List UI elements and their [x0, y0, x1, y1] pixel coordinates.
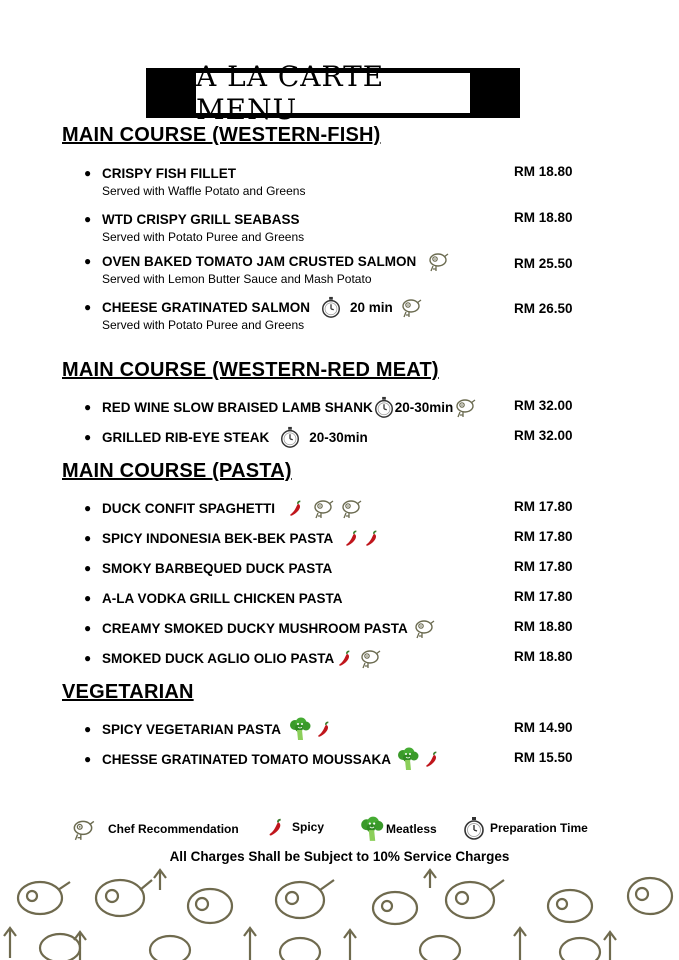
page-title: A LA CARTE MENU: [196, 73, 470, 113]
menu-item: ● SPICY VEGETARIAN PASTA RM 14.90: [84, 720, 604, 738]
preparation-time-icon: [373, 396, 395, 418]
menu-item: ● WTD CRISPY GRILL SEABASS Served with Potato Puree and Greens RM 18.80: [84, 210, 604, 244]
menu-item: ● GRILLED RIB-EYE STEAK 20-30min RM 32.00: [84, 428, 604, 446]
menu-item: ● CHEESE GRATINATED SALMON 20 min Served with Potato Puree and Greens RM 26.50: [84, 298, 604, 332]
broccoli-icon: [287, 717, 313, 741]
section-heading-vegetarian: VEGETARIAN: [62, 681, 194, 703]
item-name: A-LA VODKA GRILL CHICKEN PASTA: [102, 590, 343, 606]
item-time: 20-30min: [309, 429, 368, 445]
menu-item: ● SMOKED DUCK AGLIO OLIO PASTA RM 18.80: [84, 649, 604, 667]
menu-item: ● CRISPY FISH FILLET Served with Waffle Potato and Greens RM 18.80: [84, 164, 604, 198]
item-name: SPICY VEGETARIAN PASTA: [102, 721, 282, 737]
chef-recommendation-icon: [70, 816, 96, 842]
item-name: CRISPY FISH FILLET: [102, 165, 237, 181]
item-price: RM 17.80: [514, 499, 573, 514]
chili-icon: [266, 816, 288, 838]
menu-item: ● DUCK CONFIT SPAGHETTI RM 17.80: [84, 499, 604, 517]
menu-item: ● CREAMY SMOKED DUCKY MUSHROOM PASTA RM 18.80: [84, 619, 604, 637]
bird-motif-icon: [373, 892, 417, 924]
item-name: SMOKY BARBEQUED DUCK PASTA: [102, 560, 333, 576]
item-name: RED WINE SLOW BRAISED LAMB SHANK: [102, 399, 373, 415]
legend-chef: [70, 816, 239, 842]
item-price: RM 25.50: [514, 256, 573, 271]
item-desc: Served with Potato Puree and Greens: [102, 230, 305, 244]
preparation-time-icon: [462, 816, 486, 840]
legend-time: [462, 816, 588, 840]
item-price: RM 15.50: [514, 750, 573, 765]
menu-item: ● OVEN BAKED TOMATO JAM CRUSTED SALMON Served with Lemon Butter Sauce and Mash Potato RM 25.50: [84, 252, 604, 286]
item-price: RM 17.80: [514, 559, 573, 574]
chili-icon: [423, 749, 443, 769]
item-price: RM 26.50: [514, 301, 573, 316]
legend-spicy: [266, 816, 324, 838]
bird-motif-icon: [548, 890, 592, 922]
menu-item: ● A-LA VODKA GRILL CHICKEN PASTA RM 17.80: [84, 589, 573, 606]
chili-icon: [363, 528, 383, 548]
chili-icon: [315, 719, 335, 739]
section-heading-pasta: MAIN COURSE (PASTA): [62, 460, 292, 482]
chef-recommendation-icon: [399, 295, 423, 319]
section-heading-red-meat: MAIN COURSE (WESTERN-RED MEAT): [62, 359, 439, 381]
bird-motif-icon: [276, 880, 334, 918]
item-desc: Served with Lemon Butter Sauce and Mash Potato: [102, 272, 372, 286]
item-name: CHEESE GRATINATED SALMON: [102, 299, 311, 315]
item-name: GRILLED RIB-EYE STEAK: [102, 429, 270, 445]
item-name: DUCK CONFIT SPAGHETTI: [102, 500, 275, 516]
item-name: CHESSE GRATINATED TOMATO MOUSSAKA: [102, 751, 392, 767]
item-price: RM 18.80: [514, 164, 573, 179]
legend-chef-label: Chef Recommendation: [108, 822, 239, 836]
legend: [70, 816, 610, 846]
menu-item: ● RED WINE SLOW BRAISED LAMB SHANK 20-30min RM 32.00: [84, 398, 604, 416]
legend-meatless: [358, 816, 437, 842]
chef-recommendation-icon: [339, 496, 363, 520]
item-name: CREAMY SMOKED DUCKY MUSHROOM PASTA: [102, 620, 408, 636]
legend-time-label: Preparation Time: [490, 821, 588, 835]
item-name: WTD CRISPY GRILL SEABASS: [102, 211, 300, 227]
preparation-time-icon: [279, 426, 301, 448]
chef-recommendation-icon: [453, 395, 477, 419]
item-time: 20-30min: [394, 399, 454, 415]
section-heading-fish: MAIN COURSE (WESTERN-FISH): [62, 124, 381, 146]
menu-item: ● SPICY INDONESIA BEK-BEK PASTA RM 17.80: [84, 529, 604, 547]
broccoli-icon: [395, 747, 421, 771]
chili-icon: [336, 648, 356, 668]
item-price: RM 18.80: [514, 649, 573, 664]
chef-recommendation-icon: [311, 496, 335, 520]
bird-motif-icon: [188, 889, 232, 923]
bird-motif-icon: [446, 880, 504, 918]
item-price: RM 18.80: [514, 210, 573, 225]
item-desc: Served with Potato Puree and Greens: [102, 318, 305, 332]
item-price: RM 17.80: [514, 589, 573, 604]
item-name: SMOKED DUCK AGLIO OLIO PASTA: [102, 650, 335, 666]
bird-motif-icon: [18, 882, 70, 914]
bird-motif-icon: [96, 880, 152, 916]
title-banner: [146, 60, 520, 126]
item-desc: Served with Waffle Potato and Greens: [102, 184, 306, 198]
chef-recommendation-icon: [358, 646, 382, 670]
item-name: SPICY INDONESIA BEK-BEK PASTA: [102, 530, 334, 546]
chili-icon: [287, 498, 307, 518]
item-name: OVEN BAKED TOMATO JAM CRUSTED SALMON: [102, 253, 417, 269]
service-charge-note: All Charges Shall be Subject to 10% Service Charges: [169, 849, 510, 864]
item-price: RM 32.00: [514, 398, 573, 413]
item-price: RM 14.90: [514, 720, 573, 735]
decorative-pattern: [0, 868, 679, 960]
item-time: 20 min: [350, 299, 393, 315]
chili-icon: [343, 528, 363, 548]
bird-motif-icon: [628, 878, 672, 914]
item-price: RM 17.80: [514, 529, 573, 544]
legend-meatless-label: Meatless: [386, 822, 437, 836]
chef-recommendation-icon: [426, 249, 450, 273]
legend-spicy-label: Spicy: [292, 820, 325, 834]
menu-item: ● CHESSE GRATINATED TOMATO MOUSSAKA RM 15.50: [84, 750, 604, 768]
menu-item: ● SMOKY BARBEQUED DUCK PASTA RM 17.80: [84, 559, 573, 576]
preparation-time-icon: [320, 296, 342, 318]
chef-recommendation-icon: [412, 616, 436, 640]
item-price: RM 32.00: [514, 428, 573, 443]
broccoli-icon: [358, 816, 386, 842]
item-price: RM 18.80: [514, 619, 573, 634]
